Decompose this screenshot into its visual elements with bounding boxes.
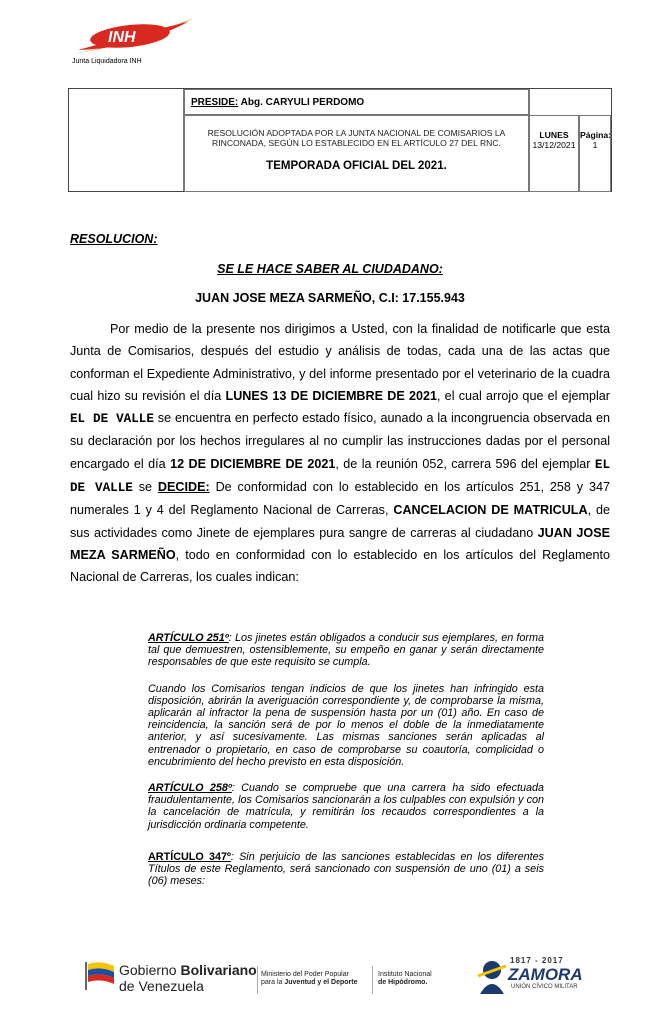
zamora-name: ZAMORA — [508, 965, 583, 984]
resolucion-heading: RESOLUCION: — [70, 232, 158, 246]
horse-name-2: EL DE VALLE — [70, 457, 611, 496]
page-label: Página: — [580, 130, 612, 140]
date-value: 13/12/2021 — [532, 140, 576, 150]
notice-heading: SE LE HACE SABER AL CIUDADANO: — [217, 262, 443, 276]
header-empty-top — [529, 89, 611, 115]
resolution-cell — [184, 115, 529, 192]
incident-date: 12 DE DICIEMBRE DE 2021 — [170, 456, 336, 471]
institute-text: Instituto Nacional de Hipódromo. — [378, 971, 432, 986]
decide-label: DECIDE: — [157, 480, 210, 495]
footer-divider — [257, 966, 258, 994]
cancellation: CANCELACION DE MATRICULA — [393, 503, 588, 518]
article-251-p2: Cuando los Comisarios tengan indicios de que los jinetes han infringido esta disposición, abrirán la averiguación correspondiente y, de comprobarse la misma, aplicarán al infractor la pena de suspensión hasta por un (01) año. En caso de reincidencia, la sanción será de por lo menos el doble de la inmediatamente anterior, y así sucesivamente. Las mismas sanciones serán aplicadas al entrenador o propietario, en caso de comprobarse su coautoría, complicidad o encubrimiento del hecho previsto en esta disposición. — [148, 682, 544, 768]
footer-divider-2 — [372, 966, 373, 994]
article-347: ARTÍCULO 347º: Sin perjuicio de las sanciones establecidas en los diferentes Títulos de este Reglamento, será sancionado con suspensión de uno (01) a seis (06) meses: — [148, 850, 544, 888]
resolution-body: Por medio de la presente nos dirigimos a Usted, con la finalidad de notificarle que esta Junta de Comisarios, después del estudio y análisis de todas, cada una de las actas que conforman el Expediente Administrativo, y del informe presentado por el veterinario de la cuadra cual hizo su revisión el día LUNES 13 DE DICIEMBRE DE 2021, el cual arrojo que el ejemplar EL DE VALLE se encuentra en perfecto estado físico, aunado a la incongruencia observada en su declaración por los hechos irregulares al no cumplir las instrucciones dadas por el personal encargado el día 12 DE DICIEMBRE DE 2021, de la reunión 052, carrera 596 del ejemplar EL DE VALLE se DECIDE: De conformidad con lo establecido en los artículos 251, 258 y 347 numerales 1 y 4 del Reglamento Nacional de Carreras, CANCELACION DE MATRICULA, de sus actividades como Jinete de ejemplares pura sangre de carreras al ciudadano JUAN JOSE MEZA SARMEÑO, todo en conformidad con lo establecido en los artículos del Reglamento Nacional de Carreras, los cuales indican: — [70, 322, 611, 585]
preside-cell — [184, 89, 529, 115]
header-table — [68, 88, 612, 192]
zamora-years: 1817 - 2017 — [510, 956, 564, 965]
zamora-emblem-icon — [474, 956, 510, 996]
gobierno-line-2: de Venezuela — [119, 978, 204, 994]
article-251: ARTÍCULO 251º: Los jinetes están obligados a conducir sus ejemplares, en forma tal que demuestren, ostensiblemente, su empeño en ganar y serán directamente responsables de que este requisito se cumpla. — [148, 632, 544, 669]
inh-logo — [68, 14, 198, 60]
citizen-heading: JUAN JOSE MEZA SARMEÑO, C.I: 17.155.943 — [195, 291, 465, 305]
articles-block — [148, 632, 544, 901]
gobierno-line-1: Gobierno Bolivariano — [119, 962, 257, 978]
preside-label: PRESIDE: — [191, 97, 239, 108]
footer — [0, 952, 660, 1012]
preside-name: Abg. CARYULI PERDOMO — [240, 97, 365, 108]
logo-caption: Junta Liquidadora INH — [72, 58, 142, 65]
review-date: LUNES 13 DE DICIEMBRE DE 2021 — [225, 388, 437, 403]
day-label: LUNES — [539, 130, 569, 140]
resolution-text: RESOLUCIÓN ADOPTADA POR LA JUNTA NACIONAL DE COMISARIOS LA RINCONADA, SEGÚN LO ESTABLECIDO EN EL ARTÍCULO 27 DEL RNC. — [207, 128, 506, 148]
zamora-subtitle: UNIÓN CÍVICO MILITAR — [511, 984, 578, 990]
page-cell — [579, 115, 611, 192]
page-number: 1 — [592, 140, 598, 150]
ministry-text: Ministerio del Poder Popular para la Juventud y el Deporte — [261, 971, 358, 986]
article-258: ARTÍCULO 258º: Cuando se compruebe que una carrera ha sido efectuada fraudulentamente, los Comisarios sancionarán a los culpables con expulsión y con la cancelación de matrícula, y remitirán los recaudos correspondientes a la jurisdicción ordinaria competente. — [148, 782, 544, 831]
season-title: TEMPORADA OFICIAL DEL 2021. — [266, 160, 447, 172]
header-empty-cell — [69, 89, 184, 191]
date-cell — [529, 115, 579, 192]
horse-name: EL DE VALLE — [70, 412, 154, 427]
citizen-name: JUAN JOSE MEZA SARMEÑO — [70, 525, 610, 562]
venezuela-flag-icon — [84, 960, 118, 990]
logo-text: INH — [108, 29, 136, 46]
